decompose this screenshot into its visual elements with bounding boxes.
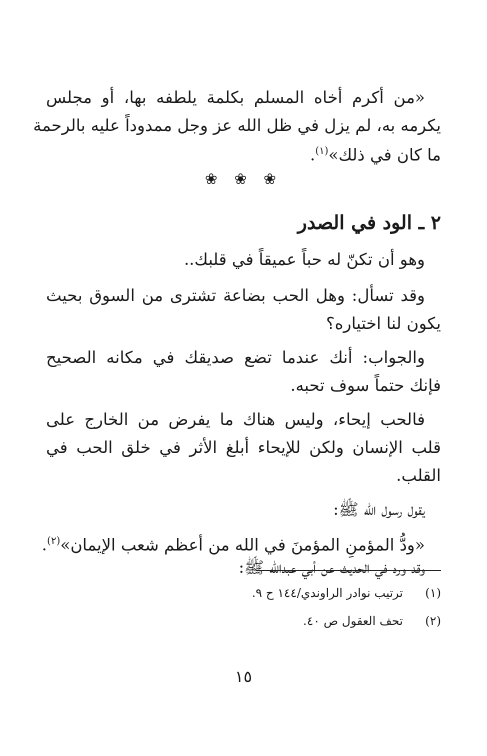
footnote-divider — [256, 570, 441, 571]
quote-line-1: «من أكرم أخاه المسلم بكلمة يلطفه بها، أو مجلس — [46, 88, 425, 107]
footnote-1-number: (١) — [425, 586, 441, 600]
love-line-2: قلب الإنسان ولكن للإيحاء أبلغ الأثر في خلق الحب في — [46, 438, 441, 457]
answer-line-2: فإنك حتماً سوف تحبه. — [290, 376, 441, 395]
quote-end-mark: . — [309, 145, 316, 165]
love-line-1: فالحب إيحاء، وليس هناك ما يفرض من الخارج على — [46, 410, 425, 429]
footnote-1-text: ترتيب نوادر الراوندي/١٤٤ ح ٩. — [251, 586, 403, 600]
page-number: ١٥ — [234, 667, 253, 686]
hadith-end-mark: . — [41, 535, 48, 555]
hadith-text: «ودُّ المؤمنِ المؤمنَ في الله من أعظم شعب الإيمان» — [60, 535, 425, 555]
footnote-1 — [252, 584, 441, 602]
footnote-2 — [303, 612, 441, 630]
hadith-line — [41, 530, 425, 558]
question-line-2: يكون لنا اختياره؟ — [325, 314, 441, 333]
section-line-1: وهو أن تكنّ له حباً عميقاً في قلبك.. — [183, 250, 425, 269]
prophet-line: يقول رسول الله ﷺ: — [333, 500, 425, 519]
quote-line-3-text: ما كان في ذلك» — [328, 145, 441, 165]
footnote-2-text: تحف العقول ص ٤٠. — [303, 614, 403, 628]
section-heading: ٢ ـ الود في الصدر — [297, 212, 441, 234]
footnote-ref-1: (١) — [315, 146, 329, 157]
question-line-1: وقد تسأل: وهل الحب بضاعة تشترى من السوق بحيث — [46, 286, 425, 305]
section-separator: ❀ ❀ ❀ — [204, 170, 283, 188]
footnote-ref-2: (٢) — [47, 536, 61, 547]
quote-line-2: يكرمه به، لم يزل في ظل الله عز وجل ممدوداً عليه بالرحمة — [33, 116, 441, 135]
quote-line-3 — [46, 140, 441, 168]
love-line-3: القلب. — [396, 466, 441, 485]
answer-line-1: والجواب: أنك عندما تضع صديقك في مكانه الصحيح — [46, 348, 425, 367]
footnote-2-number: (٢) — [425, 614, 441, 628]
last-line: وقد ورد في الحديث عن أبي عبدالله ﷺ: — [238, 558, 425, 577]
